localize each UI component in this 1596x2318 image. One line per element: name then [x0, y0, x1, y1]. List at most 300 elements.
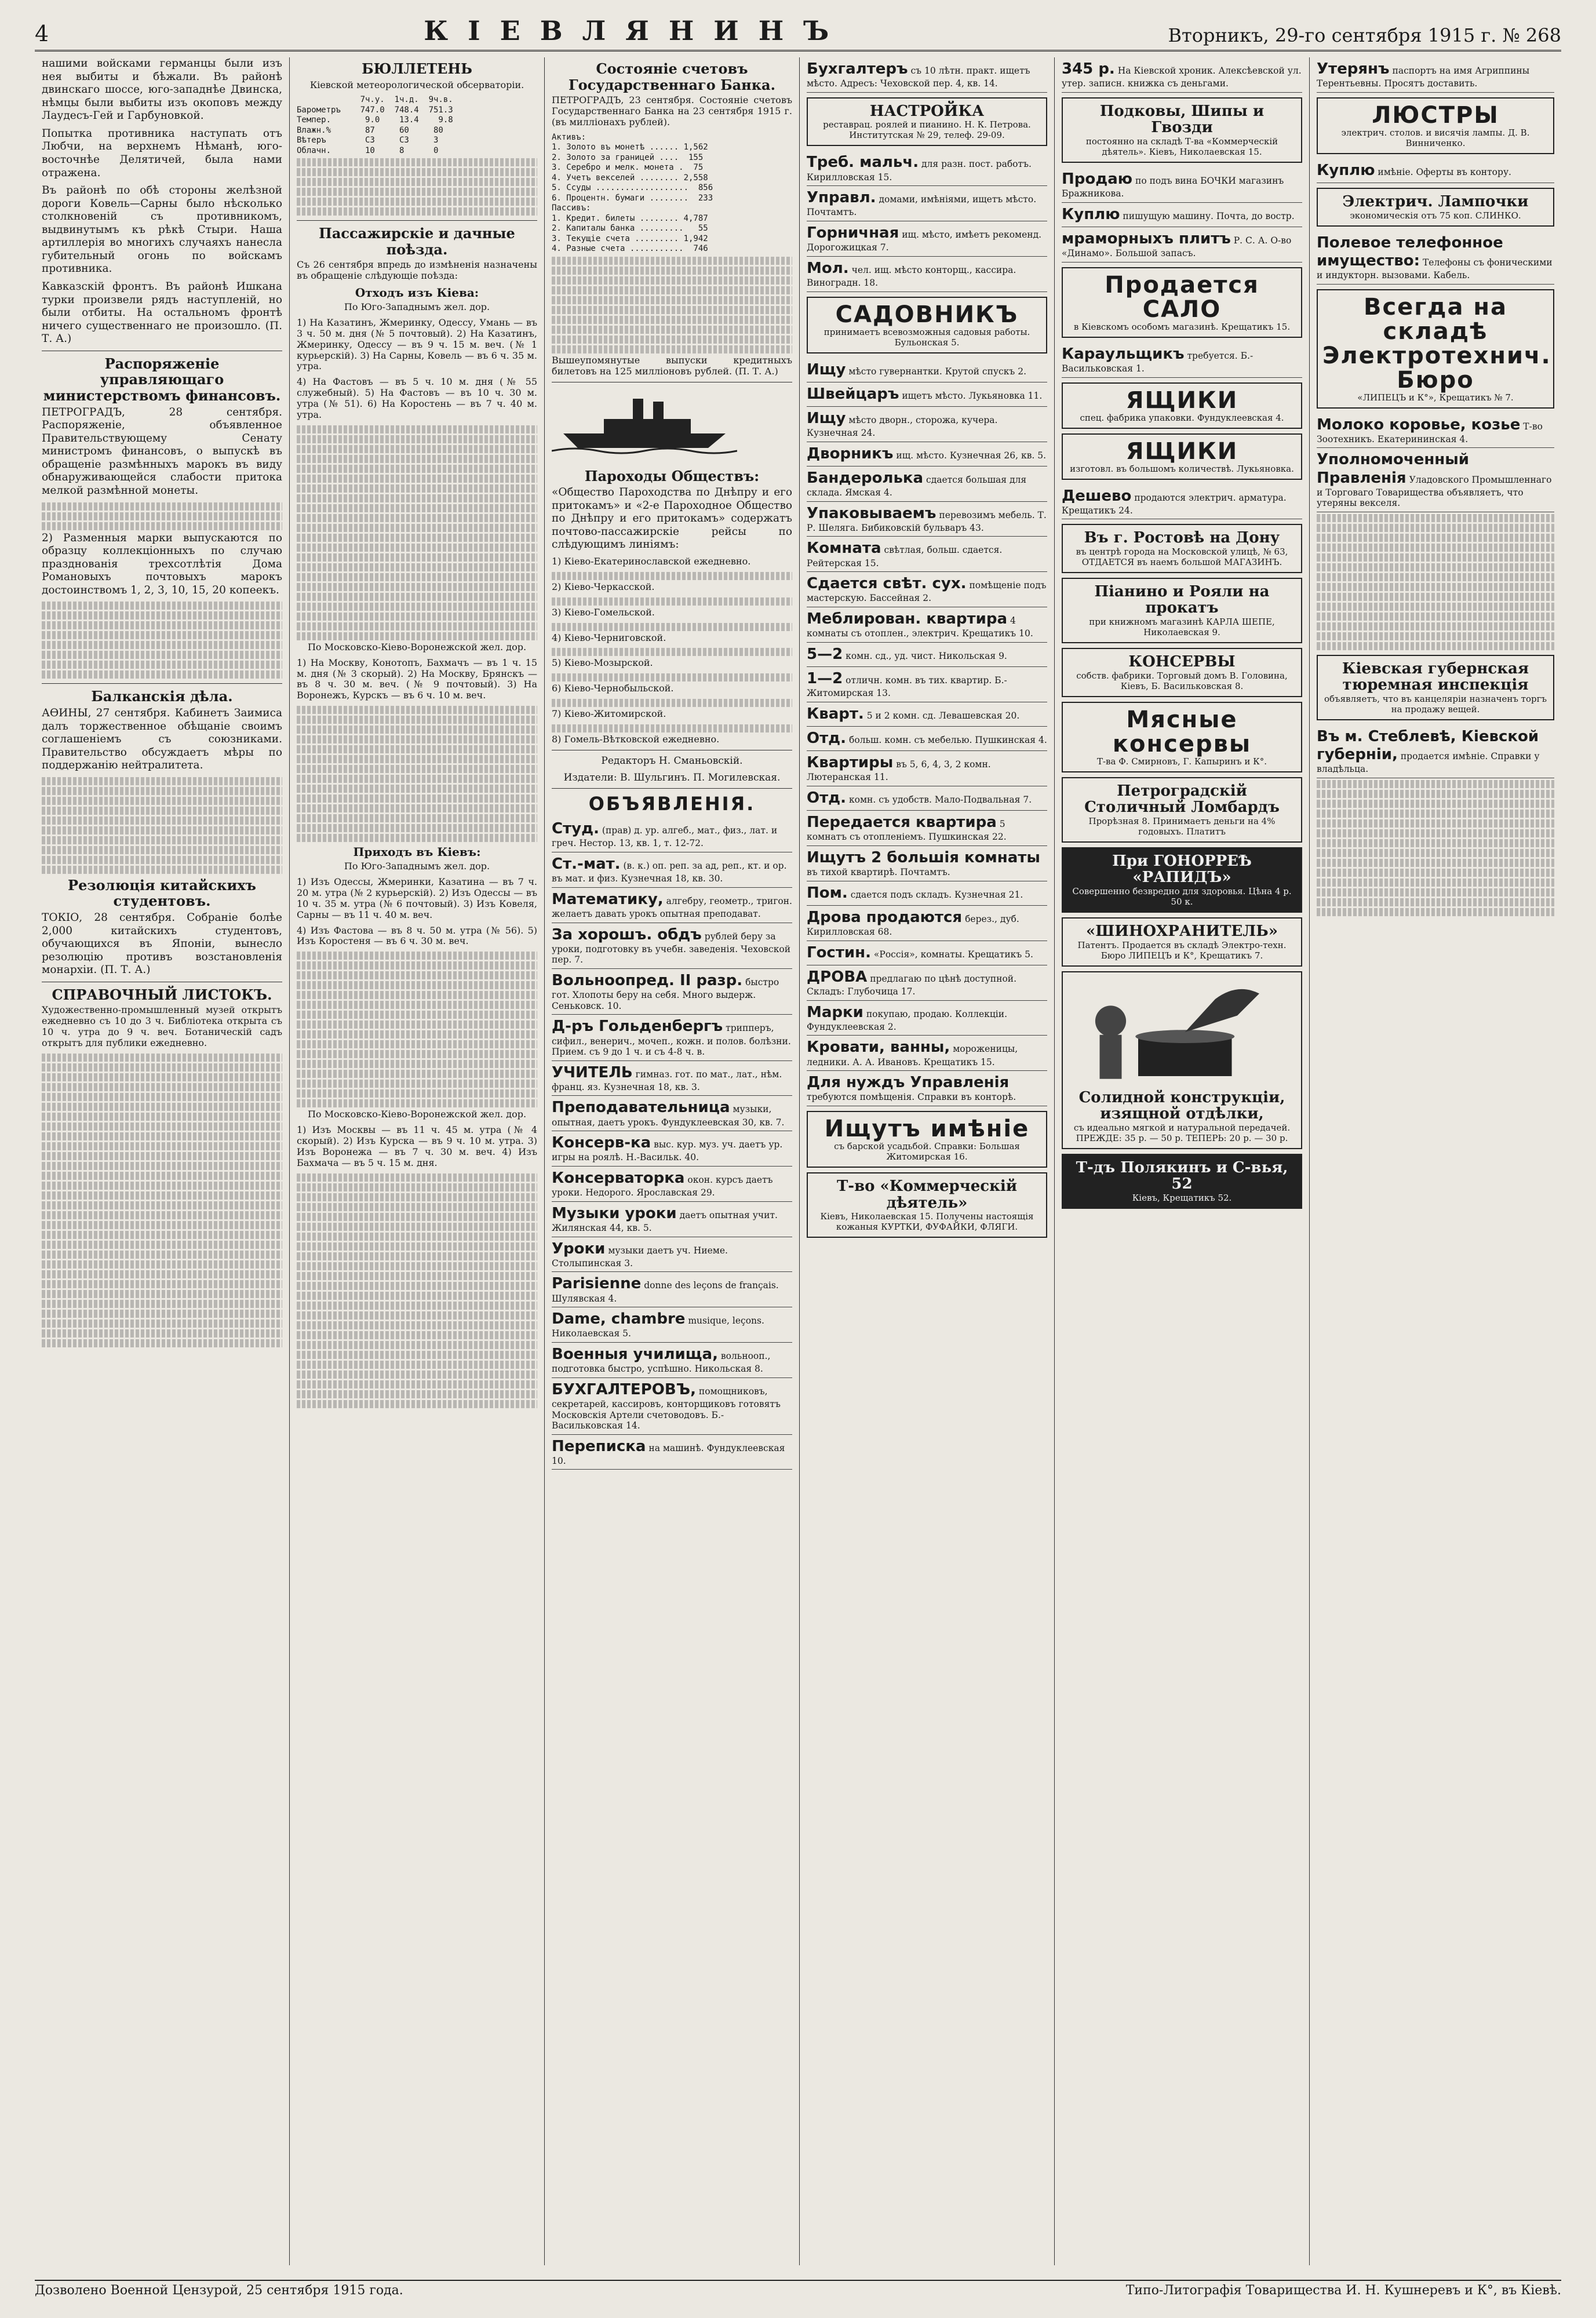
ad-headline: Кіевская губернская тюремная инспекція	[1342, 659, 1529, 694]
classified-ad	[1317, 57, 1554, 93]
ad-headline: «ШИНОХРАНИТЕЛЬ»	[1086, 923, 1278, 941]
text-block	[297, 1262, 537, 1270]
text-block	[297, 504, 537, 512]
news-paragraph: Кавказскій фронтъ. Въ районѣ Ишкана турки произвели рядъ наступленій, но были отбиты. На остальномъ фронтѣ ничего существеннаго не произошло. (П. Т. А.)	[42, 280, 282, 345]
text-block	[552, 572, 792, 580]
text-block	[552, 316, 792, 324]
text-block	[297, 794, 537, 803]
ad-text: въ центрѣ города на Московской улицѣ, № 63, ОТДАЕТСЯ въ наемъ большой МАГАЗИНЪ.	[1076, 546, 1288, 567]
ad-headline: Дрова продаются	[807, 908, 963, 926]
ad-text: ищ. мѣсто, имѣетъ рекоменд. Дорогожицкая 7.	[807, 229, 1042, 253]
section-heading: СПРАВОЧНЫЙ ЛИСТОКЪ.	[52, 986, 272, 1003]
bulletin-subheading: Кіевской метеорологической обсерваторіи.	[309, 79, 524, 90]
text-block	[1317, 829, 1554, 837]
ad-headline: Дворникъ	[807, 444, 894, 462]
ad-text: больш. комн. съ мебелью. Пушкинская 4.	[848, 734, 1047, 745]
ad-text: спец. фабрика упаковки. Фундуклеевская 4.	[1080, 412, 1284, 423]
ad-text: рублей беру за уроки, подготовку въ учебн. заведенія. Чеховской пер. 7.	[552, 931, 791, 965]
ad-text: даетъ опытная учит. Жилянская 44, кв. 5.	[552, 1209, 778, 1234]
news-paragraph: Вышеупомянутые выпуски кредитныхъ билетовъ на 125 милліоновъ рублей. (П. Т. А.)	[552, 354, 792, 377]
text-block	[42, 651, 282, 659]
text-block	[297, 1351, 537, 1359]
text-block	[297, 1371, 537, 1379]
classified-ad	[807, 57, 1047, 93]
text-block	[42, 777, 282, 785]
text-block	[297, 484, 537, 493]
text-block	[1317, 613, 1554, 621]
column-6	[1310, 57, 1561, 2265]
text-block	[1317, 869, 1554, 877]
text-block	[552, 286, 792, 294]
text-block	[297, 1302, 537, 1310]
text-block	[297, 178, 537, 186]
text-block	[297, 553, 537, 562]
text-block	[42, 1310, 282, 1318]
display-ad	[1062, 524, 1302, 573]
text-block	[42, 1290, 282, 1298]
text-block	[297, 573, 537, 581]
text-block	[297, 632, 537, 640]
weather-table: 7ч.у. 1ч.д. 9ч.в. Барометръ 747.0 748.4 751.3 Темпер. 9.0 13.4 9.8 Влажн.% 87 60 80 Вѣтеръ С3 СЗ З Облачн. 10 8 0	[297, 95, 453, 155]
display-ad	[1062, 917, 1302, 967]
ad-headline: Передается квартира	[807, 814, 997, 832]
text-block	[297, 188, 537, 196]
display-ad	[807, 1111, 1047, 1168]
text-block	[42, 1300, 282, 1308]
classified-ad	[807, 643, 1047, 667]
classified-ad	[552, 1343, 792, 1378]
columns	[35, 57, 1561, 2265]
ad-text: Р. С. А. О-во «Динамо». Большой запасъ.	[1062, 235, 1292, 259]
classified-ad	[807, 881, 1047, 906]
classified-ad	[807, 382, 1047, 407]
editor-line: Редакторъ Н. Сманьовскій.	[601, 755, 743, 767]
display-ad	[1317, 655, 1554, 720]
text-block	[297, 158, 537, 166]
ad-text: 5 комнатъ съ отопленіемъ. Пушкинская 22.	[807, 819, 1007, 843]
ad-text: Телефоны съ фоническими и индукторн. вызовами. Кабель.	[1317, 257, 1553, 280]
text-block	[297, 1099, 537, 1107]
article-heading: Балканскія дѣла.	[91, 688, 233, 705]
text-block	[42, 797, 282, 805]
reference-paragraph: Художественно-промышленный музей открытъ ежедневно съ 10 до 3 ч. Библіотека открыта съ 10 ч. утра до 9 ч. веч. Ботаническій садъ открытъ для публики ежедневно.	[42, 1004, 282, 1048]
ad-text: продаются электрич. арматура. Крещатикъ 24.	[1062, 492, 1287, 516]
classified-ad	[1062, 167, 1302, 203]
text-block	[297, 544, 537, 552]
column-1	[35, 57, 290, 2265]
classified-ad	[807, 811, 1047, 846]
divider	[297, 220, 537, 221]
ad-text: берез., дуб. Кирилловская 68.	[807, 913, 1019, 937]
classified-ad	[1062, 57, 1302, 93]
text-block	[42, 631, 282, 639]
text-block	[42, 1113, 282, 1121]
text-block	[297, 1203, 537, 1211]
text-block	[42, 1251, 282, 1259]
timetable-entry: 1) Изъ Одессы, Жмеринки, Казатина — въ 7 ч. 20 м. утра (№ 2 курьерскій). 2) Изъ Одессы — въ 10 ч. 35 м. утра (№ 6 почтовый). 3) Изъ Ковеля, Сарны — въ 11 ч. 40 м. веч.	[297, 876, 537, 920]
ad-text: музыки даетъ уч. Ниеме. Столыпинская 3.	[552, 1245, 728, 1269]
ad-headline: Бухгалтеръ	[807, 60, 908, 78]
text-block	[42, 1103, 282, 1111]
ad-headline: Переписка	[552, 1437, 646, 1455]
text-block	[297, 1282, 537, 1290]
text-block	[297, 1050, 537, 1058]
ad-headline: Продается САЛО	[1105, 271, 1259, 323]
ad-headline: УЧИТЕЛЬ	[552, 1063, 633, 1081]
text-block	[1317, 800, 1554, 808]
ad-headline: Пом.	[807, 884, 848, 902]
text-block	[297, 1080, 537, 1088]
classified-ad	[552, 852, 792, 888]
footer	[35, 2280, 1561, 2303]
ad-headline: Уроки	[552, 1240, 606, 1258]
ad-headline: Консерваторка	[552, 1169, 685, 1187]
classified-ad	[552, 1131, 792, 1167]
ad-text: мѣсто дворн., сторожа, кучера. Кузнечная 24.	[807, 414, 998, 439]
text-block	[297, 1040, 537, 1048]
ad-headline: Караульщикъ	[1062, 345, 1185, 363]
timetable-entry: 1) На Москву, Конотопъ, Бахмачъ — въ 1 ч. 15 м. дня (№ 3 скорый). 2) На Москву, Брянскъ — въ 8 ч. 30 м. веч. (№ 9 почтовый). 3) На Воронежъ, Курскъ — въ 6 ч. 10 м. веч.	[297, 657, 537, 701]
text-block	[1317, 642, 1554, 650]
text-block	[1317, 622, 1554, 630]
ad-headline: Подковы, Шипы и Гвозди	[1099, 102, 1265, 137]
ad-headline: Куплю	[1062, 205, 1120, 223]
display-ad	[1062, 382, 1302, 429]
ad-text: съ барской усадьбой. Справки: Большая Житомирская 16.	[834, 1140, 1020, 1162]
ad-text: объявляетъ, что въ канцеляріи назначенъ торгъ на продажу вещей.	[1324, 694, 1547, 715]
ad-text: продается имѣніе. Справки у владѣльца.	[1317, 751, 1540, 775]
text-block	[1317, 603, 1554, 611]
classified-ads	[552, 817, 792, 1470]
text-block	[552, 326, 792, 334]
classified-ad	[807, 727, 1047, 751]
ad-text: принимаетъ всевозможныя садовыя работы. Бульонская 5.	[823, 326, 1030, 348]
text-block	[297, 445, 537, 453]
ad-text: ищ. мѣсто. Кузнечная 26, кв. 5.	[896, 450, 1047, 461]
classified-ad	[1317, 231, 1554, 285]
text-block	[42, 502, 282, 511]
ad-text: быстро гот. Хлопоты беру на себя. Много выдерж. Сеньковск. 10.	[552, 976, 779, 1011]
ad-headline: Треб. мальч.	[807, 154, 919, 172]
timetable-entry: 1) Изъ Москвы — въ 11 ч. 45 м. утра (№ 4 скорый). 2) Изъ Курска — въ 9 ч. 10 м. утра. 3) Изъ Воронежа — въ 7 ч. 30 м. веч. 4) Изъ Бахмача — въ 5 ч. 15 м. дня.	[297, 1124, 537, 1168]
text-block	[1317, 563, 1554, 571]
text-block	[297, 207, 537, 216]
text-block	[552, 306, 792, 314]
ad-text: «Россія», комнаты. Крещатикъ 5.	[873, 949, 1033, 960]
ad-text: Прорѣзная 8. Принимаетъ деньги на 4% годовыхъ. Платитъ	[1088, 815, 1276, 837]
text-block	[297, 1020, 537, 1029]
ad-text: имѣніе. Оферты въ контору.	[1378, 166, 1511, 177]
text-block	[297, 1183, 537, 1191]
ad-headline: ЯЩИКИ	[1125, 387, 1238, 414]
classified-ad	[807, 466, 1047, 502]
text-block	[552, 345, 792, 353]
ad-headline: ЯЩИКИ	[1125, 438, 1238, 465]
ad-headline: 345 р.	[1062, 60, 1115, 78]
ad-headline: Управл.	[807, 189, 876, 207]
ad-headline: Консерв-ка	[552, 1134, 651, 1152]
text-block	[1317, 898, 1554, 906]
news-paragraph: «Общество Пароходства по Днѣпру и его притокамъ» и «2-е Пароходное Общество по Днѣпру и его притокамъ» содержатъ почтово-пассажирскіе рейсы по слѣдующимъ линіямъ:	[552, 486, 792, 551]
classified-ad	[807, 1036, 1047, 1071]
text-block	[1317, 573, 1554, 581]
text-block	[42, 1201, 282, 1209]
classified-ad	[552, 1202, 792, 1237]
ad-text: реставрац. роялей и пианино. Н. К. Петрова. Институтская № 29, телеф. 29-09.	[823, 119, 1031, 141]
text-block	[297, 593, 537, 601]
ad-text: мѣсто гувернантки. Крутой спускъ 2.	[848, 366, 1026, 377]
ad-text: постоянно на складѣ Т-ва «Коммерческій дѣятель». Кіевъ, Николаевская 15.	[1085, 136, 1278, 157]
classified-ad	[552, 1378, 792, 1435]
text-block	[1317, 839, 1554, 847]
text-block	[297, 1331, 537, 1339]
text-block	[297, 765, 537, 773]
ad-text: паспортъ на имя Агриппины Терентьевны. Просятъ доставить.	[1317, 65, 1530, 89]
text-block	[297, 726, 537, 734]
display-ad	[1062, 847, 1302, 913]
timetable-entry: 4) На Фастовъ — въ 5 ч. 10 м. дня (№ 55 служебный). 5) На Фастовъ — въ 10 ч. 30 м. утра (№ 51). 6) На Коростень — въ 7 ч. 40 м. утра.	[297, 376, 537, 420]
text-block	[1317, 544, 1554, 552]
text-block	[1317, 553, 1554, 562]
ad-headline: мраморныхъ плитъ	[1062, 229, 1231, 247]
classified-ad	[1062, 227, 1302, 263]
classified-ad	[807, 221, 1047, 257]
text-block	[42, 602, 282, 610]
text-block	[42, 846, 282, 854]
ad-headline: Полевое телефонное имущество:	[1317, 234, 1503, 269]
ad-headline: Ст.-мат.	[552, 855, 621, 873]
text-block	[297, 475, 537, 483]
text-block	[552, 336, 792, 344]
ad-text: въ тихой квартирѣ. Почтамтъ.	[807, 867, 950, 878]
text-block	[42, 1054, 282, 1062]
text-block	[297, 735, 537, 743]
ship-line: 4) Кіево-Черниговской.	[552, 632, 666, 643]
ad-text: сдается подъ складъ. Кузнечная 21.	[850, 889, 1023, 900]
classified-ad	[807, 572, 1047, 607]
ad-headline: Гостин.	[807, 943, 871, 961]
text-block	[552, 257, 792, 265]
ad-text: вольнооп., подготовка быстро, успѣшно. Никольская 8.	[552, 1350, 771, 1375]
text-block	[42, 1063, 282, 1071]
text-block	[42, 611, 282, 619]
ad-headline: Петроградскій Столичный Ломбардъ	[1084, 782, 1280, 817]
ad-text: по подъ вина БОЧКИ магазинъ Бражникова.	[1062, 175, 1284, 199]
masthead	[35, 16, 1561, 52]
text-block	[297, 1292, 537, 1300]
ad-headline: Музыки уроки	[552, 1204, 677, 1222]
text-block	[297, 1223, 537, 1231]
text-block	[552, 673, 792, 681]
text-block	[1317, 879, 1554, 887]
text-block	[297, 435, 537, 443]
text-block	[42, 1260, 282, 1269]
ad-text: сдается большая для склада. Ямская 4.	[807, 474, 1027, 498]
ad-text: изготовл. въ большомъ количествѣ. Лукьяновка.	[1070, 463, 1294, 474]
ad-headline: Отд.	[807, 729, 847, 747]
divider	[42, 683, 282, 684]
ad-text: ищетъ мѣсто. Лукьяновка 11.	[902, 390, 1043, 401]
display-ad	[1317, 97, 1554, 154]
text-block	[42, 1182, 282, 1190]
text-block	[1317, 888, 1554, 896]
text-block	[42, 836, 282, 844]
text-block	[297, 961, 537, 970]
text-block	[297, 814, 537, 822]
ad-headline: Дешево	[1062, 487, 1132, 505]
text-block	[42, 1191, 282, 1200]
ad-headline: Студ.	[552, 820, 599, 838]
classified-ad	[807, 358, 1047, 382]
news-paragraph: нашими войсками германцы были изъ нея выбиты и бѣжали. Въ районѣ двинскаго шоссе, юго-западнѣе Двинска, нѣмцы были выбиты изъ окоповъ между Лаудесъ-Гей и Гарбуновкой.	[42, 57, 282, 122]
ad-headline: КОНСЕРВЫ	[1128, 653, 1236, 671]
ad-text: съ идеально мягкой и натуральной передачей. ПРЕЖДЕ: 35 р. — 50 р. ТЕПЕРЬ: 20 р. — 30 р.	[1073, 1122, 1291, 1143]
bulletin-heading: БЮЛЛЕТЕНЬ	[362, 60, 472, 77]
article-heading: Распоряженіе управляющаго министерствомъ финансовъ.	[43, 355, 281, 404]
classified-ad	[807, 667, 1047, 702]
classified-ad	[807, 1001, 1047, 1036]
classified-ad	[807, 846, 1047, 881]
gramophone-ad	[1062, 971, 1302, 1149]
text-block	[1317, 632, 1554, 640]
text-block	[297, 1252, 537, 1260]
ad-text: Т-ва Ф. Смирновъ, Г. Капыринъ и К°.	[1096, 756, 1267, 767]
classified-ad	[552, 1237, 792, 1273]
classified-ad	[552, 1015, 792, 1060]
text-block	[42, 1270, 282, 1278]
classified-ad	[1317, 448, 1554, 512]
ad-text: Кіевъ, Крещатикъ 52.	[1132, 1193, 1232, 1203]
text-block	[297, 834, 537, 842]
text-block	[42, 866, 282, 874]
text-block	[297, 1030, 537, 1038]
ad-text: въ 5, 6, 4, 3, 2 комн. Лютеранская 11.	[807, 759, 991, 783]
ad-text: при книжномъ магазинѣ КАРЛА ШЕПЕ, Николаевская 9.	[1089, 617, 1275, 638]
ad-headline: Т-дъ Полякинъ и С-вья, 52	[1076, 1158, 1288, 1193]
text-block	[1317, 780, 1554, 788]
news-paragraph: 2) Разменныя марки выпускаются по образцу коллекціонныхъ по случаю празднованія трехсотлѣтія Дома Романовыхъ почтовыхъ марокъ достоинствомъ 1, 2, 3, 10, 15, 20 копеекъ.	[42, 531, 282, 596]
ad-text: требуется. Б.-Васильковская 1.	[1062, 350, 1254, 374]
ad-text: комн. съ удобств. Мало-Подвальная 7.	[848, 794, 1032, 805]
ad-text: домами, имѣніями, ищетъ мѣсто. Почтамтъ.	[807, 194, 1037, 218]
text-block	[1317, 859, 1554, 867]
ad-headline: Д-ръ Гольденбергъ	[552, 1018, 723, 1036]
classified-ad	[807, 151, 1047, 186]
timetable-entry: 1) На Казатинъ, Жмеринку, Одессу, Умань — въ 3 ч. 50 м. дня (№ 5 почтовый). 2) На Казатинъ, Жмеринку, Одессу — въ 9 ч. 15 м. веч. (№ 1 курьерскій). 3) На Сарны, Ковель — въ 6 ч. 35 м. утра.	[297, 316, 537, 372]
ad-headline: Кровати, ванны,	[807, 1038, 950, 1056]
ad-headline: Ищу	[807, 360, 846, 378]
text-block	[1317, 593, 1554, 601]
ad-headline: 1—2	[807, 669, 843, 687]
ad-headline: Сдается свѣт. сух.	[807, 575, 967, 593]
ad-text: отличн. комн. въ тих. квартир. Б.-Житомирская 13.	[807, 675, 1007, 699]
ship-line: 2) Кіево-Черкасской.	[552, 581, 655, 592]
text-block	[297, 1089, 537, 1098]
text-block	[297, 1361, 537, 1369]
ad-headline: Ищу	[807, 409, 846, 427]
text-block	[297, 755, 537, 763]
ad-headline: Всегда на складѣ Электротехнич. Бюро	[1322, 293, 1551, 393]
column-5	[1055, 57, 1310, 2265]
text-block	[42, 512, 282, 520]
text-block	[1317, 819, 1554, 828]
railway-name: По Московско-Кіево-Воронежской жел. дор.	[307, 1109, 527, 1120]
ship-line: 7) Кіево-Житомирской.	[552, 708, 666, 720]
ad-text: музыки, опытная, даетъ урокъ. Фундуклеевская 30, кв. 7.	[552, 1104, 785, 1128]
classified-ad	[807, 257, 1047, 292]
text-block	[297, 1011, 537, 1019]
ad-headline: НАСТРОЙКА	[869, 102, 985, 120]
text-block	[42, 1172, 282, 1180]
ad-headline: Въ г. Ростовѣ на Дону	[1084, 529, 1280, 547]
text-block	[42, 787, 282, 795]
text-block	[42, 826, 282, 834]
ship-line: 5) Кіево-Мозырской.	[552, 657, 653, 669]
ad-headline: Швейцаръ	[807, 385, 899, 403]
ad-headline: Для нуждъ Управленія	[807, 1074, 1010, 1092]
text-block	[42, 1329, 282, 1337]
publisher-line: Издатели: В. Шульгинъ. П. Могилевская.	[563, 771, 781, 783]
display-ad	[1062, 1154, 1302, 1209]
text-block	[42, 1162, 282, 1170]
text-block	[297, 1380, 537, 1388]
ad-headline: Parisienne	[552, 1275, 642, 1293]
ad-text: окон. курсъ даетъ уроки. Недорого. Ярославская 29.	[552, 1175, 773, 1198]
ad-text: (прав) д. ур. алгеб., мат., физ., лат. и греч. Нестор. 13, кв. 1, т. 12-72.	[552, 825, 778, 849]
classified-ad	[807, 906, 1047, 941]
ad-headline: Продаю	[1062, 170, 1133, 188]
text-block	[297, 1311, 537, 1320]
ad-headline: Мясные консервы	[1112, 706, 1252, 757]
ad-headline: Электрич. Лампочки	[1342, 192, 1529, 210]
ad-text: перевозимъ мебель. Т. Р. Шеляга. Бибиковскій бульваръ 43.	[807, 509, 1047, 533]
ad-text: Т-во Зоотехникъ. Екатерининская 4.	[1317, 421, 1543, 444]
text-block	[297, 583, 537, 591]
text-block	[552, 623, 792, 631]
ad-text: для разн. пост. работъ. Кирилловская 15.	[807, 159, 1032, 183]
display-ad	[807, 97, 1047, 147]
text-block	[297, 455, 537, 463]
text-block	[42, 1211, 282, 1219]
text-block	[297, 1070, 537, 1078]
text-block	[552, 267, 792, 275]
steamboat-illustration	[552, 393, 737, 457]
ad-headline: Dame, chambre	[552, 1310, 686, 1328]
ad-text: пишущую машину. Почта, до востр.	[1123, 210, 1295, 221]
ad-text: мороженицы, ледники. А. А. Ивановъ. Крещатикъ 15.	[807, 1044, 1018, 1067]
classified-ad	[807, 442, 1047, 466]
text-block	[42, 1093, 282, 1101]
text-block	[552, 648, 792, 656]
text-block	[1317, 908, 1554, 916]
ad-headline: Горничная	[807, 224, 899, 242]
classified-ad	[807, 607, 1047, 643]
ad-text: алгебру, геометр., тригон. желаетъ давать урокъ опытная преподават.	[552, 895, 792, 919]
text-block	[1317, 583, 1554, 591]
text-block	[297, 622, 537, 630]
ad-headline: Преподавательница	[552, 1099, 730, 1117]
ads-heading: ОБЪЯВЛЕНІЯ.	[588, 793, 756, 815]
ad-text: Совершенно безвредно для здоровья. Цѣна 4 р. 50 к.	[1072, 886, 1292, 907]
display-ad	[1317, 188, 1554, 227]
classified-ad	[552, 923, 792, 969]
text-block	[297, 1001, 537, 1009]
ad-headline: За хорошъ. обдъ	[552, 925, 702, 943]
ad-text: трипперъ, сифил., венерич., мочеп., кожн. и полов. болѣзни. Прием. съ 9 до 1 ч. и съ 4-8 ч. в.	[552, 1023, 791, 1058]
ad-text: помѣщеніе подъ мастерскую. Бассейная 2.	[807, 580, 1047, 604]
classified-ad	[807, 407, 1047, 442]
text-block	[1317, 790, 1554, 798]
